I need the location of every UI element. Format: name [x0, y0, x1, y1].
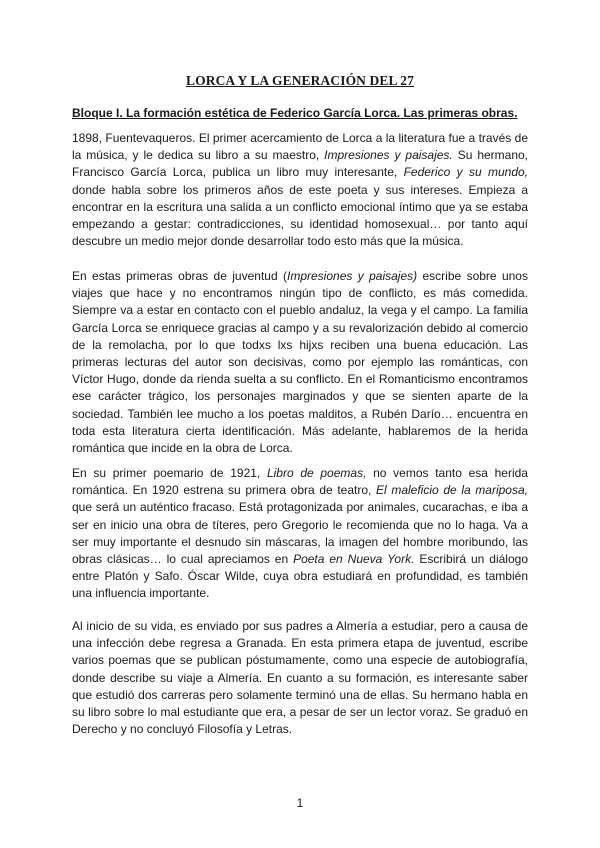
- text-run: que será un auténtico fracaso. Está protagonizada por animales, cucarachas, e iba a ser en inicio una obra de títeres, pero Gregorio le recomienda que no lo haga. Va a ser muy importante el desnudo sin máscaras, la imagen del hombre moribundo, las obras clásicas… lo cual apreciamos en: [72, 500, 528, 567]
- text-run: En estas primeras obras de juventud (: [72, 269, 287, 283]
- section-heading: Bloque I. La formación estética de Federico García Lorca. Las primeras obras.: [72, 106, 518, 120]
- book-title: Poeta en Nueva York.: [293, 552, 415, 567]
- text-run: Al inicio de su vida, es enviado por sus padres a Almería a estudiar, pero a causa de una infección debe regresa a Granada. En esta primera etapa de juventud, escribe varios poemas que se publican póstumamente, como una especie de autobiografía, donde describe su viaje a Almería. En cuanto a su formación, es interesante saber que estudió dos carreras pero solamente terminó una de ellas. Su hermano habla en su libro sobre lo mal estudiante que era, a pesar de ser un lector voraz. Se graduó en Derecho y no concluyó Filosofía y Letras.: [72, 619, 528, 737]
- paragraph-2: [72, 268, 528, 457]
- paragraph-3: [72, 465, 528, 603]
- text-run: 1898, Fuentevaqueros. El primer acercamiento de Lorca a la literatura fue a través de la música, y le dedica su libro a su maestro,: [72, 131, 528, 163]
- text-run: escribe sobre unos viajes que hace y no encontramos ningún tipo de conflicto, es más comedida. Siempre va a estar en contacto con el pueblo andaluz, la vega y el campo. La familia García Lorca se enriquece gracias al campo y a su revalorización debido al comercio de la remolacha, por lo que todxs lxs hijxs reciben una buena educación. Las primeras lecturas del autor son decisivas, como por ejemplo las románticas, con Víctor Hugo, donde da rienda suelta a su conflicto. En el Romanticismo encontramos ese carácter trágico, los personajes marginados y que se sienten aparte de la sociedad. También lee mucho a los poetas malditos, a Rubén Darío… encuentra en toda esta literatura cierta identificación. Más adelante, hablaremos de la herida romántica que incide en la obra de Lorca.: [72, 269, 528, 456]
- text-run: En su primer poemario de 1921,: [72, 466, 267, 480]
- book-title: Federico y su mundo,: [403, 165, 529, 180]
- book-title: Libro de poemas,: [266, 466, 367, 480]
- play-title: El maleficio de la mariposa,: [376, 483, 528, 498]
- text-run: Su hermano, Francisco García Lorca, publica un libro muy interesante,: [72, 148, 529, 180]
- document-title: LORCA Y LA GENERACIÓN DEL 27: [186, 73, 414, 88]
- page-number: 1: [296, 796, 304, 810]
- text-run: Escribirá un diálogo entre Platón y Safo. Óscar Wilde, cuya obra estudiará en profundidad, es también una influencia importante.: [72, 552, 528, 601]
- book-title: Impresiones y paisajes.: [324, 148, 453, 163]
- text-run: donde habla sobre los primeros años de este poeta y sus intereses. Empieza a encontrar en la escritura una salida a un conflicto emocional íntimo que ya se estaba empezando a gestar: contradicciones, su identidad homosexual… por tanto aquí descubre un medio mejor donde desarrollar todo esto más que la música.: [72, 182, 528, 249]
- paragraph-1: [72, 130, 528, 250]
- text-run: no vemos tanto esa herida romántica. En 1920 estrena su primera obra de teatro,: [72, 466, 528, 498]
- paragraph-4: [72, 618, 528, 738]
- book-title: Impresiones y paisajes): [287, 269, 418, 283]
